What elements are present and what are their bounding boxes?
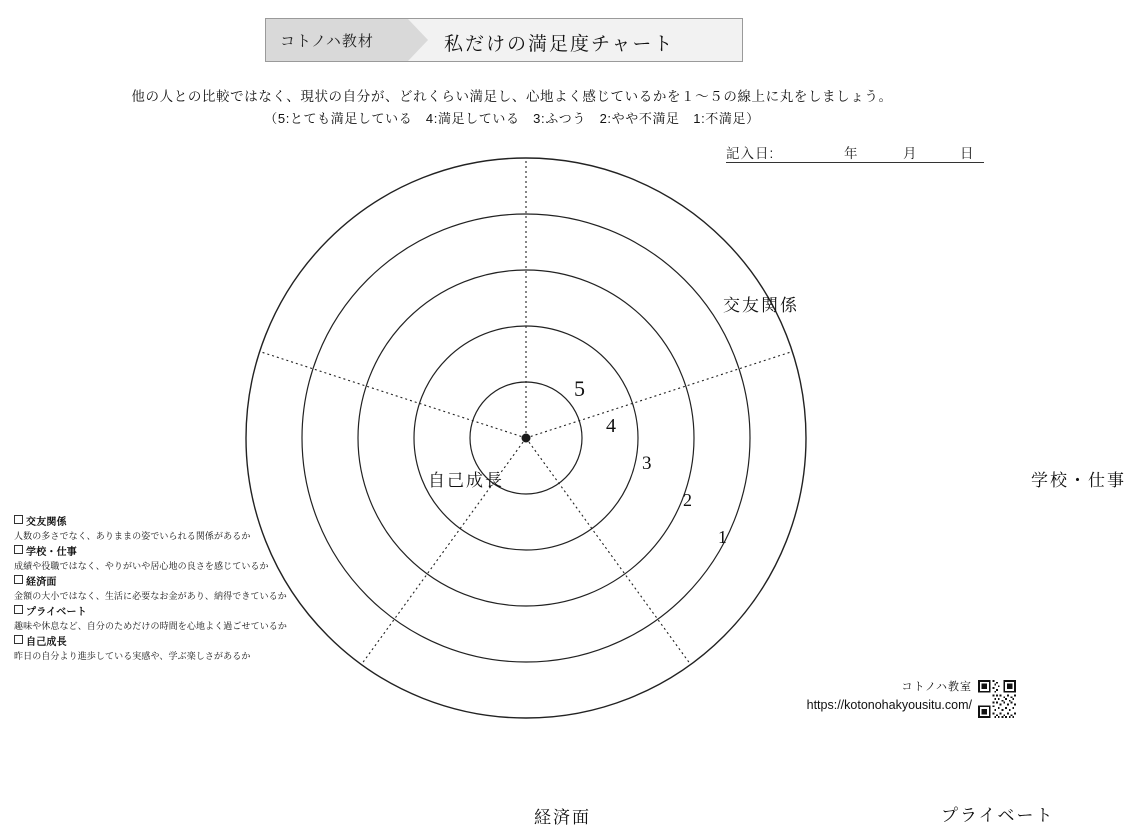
date-label: 記入日:	[726, 146, 775, 161]
qr-code-icon	[978, 680, 1016, 718]
legend-item[interactable]	[14, 575, 344, 603]
legend-description: 趣味や休息など、自分のためだけの時間を心地よく過ごせているか	[14, 620, 288, 631]
footer	[807, 678, 972, 714]
legend-item[interactable]	[14, 635, 344, 663]
legend-title-text: 交友関係	[26, 517, 67, 528]
legend-description: 金額の大小ではなく、生活に必要なお金があり、納得できているか	[14, 590, 287, 601]
legend-title	[14, 605, 344, 620]
date-day-unit: 日	[960, 146, 975, 161]
checkbox-icon[interactable]	[14, 515, 23, 524]
radar-center-point	[522, 434, 531, 443]
legend-checklist	[14, 515, 344, 665]
legend-title	[14, 545, 344, 560]
axis-label-self-growth: 自己成長	[428, 471, 504, 490]
legend-title-text: 経済面	[26, 577, 57, 588]
footer-url[interactable]: https://kotonohakyousitu.com/	[806, 698, 972, 712]
footer-org: コトノハ教室	[901, 681, 972, 693]
axis-label-economy: 経済面	[534, 808, 591, 827]
scale-label-4: 4	[606, 415, 616, 437]
title-bar	[265, 18, 743, 62]
checkbox-icon[interactable]	[14, 575, 23, 584]
legend-title	[14, 515, 344, 530]
title-tab-label: コトノハ教材	[280, 33, 374, 50]
scale-label-5: 5	[574, 376, 585, 401]
axis-label-private: プライベート	[941, 806, 1055, 825]
instruction-line-1: 他の人との比較ではなく、現状の自分が、どれくらい満足し、心地よく感じているかを１〜５の線上に丸をしましょう。	[131, 89, 893, 104]
legend-item[interactable]	[14, 515, 344, 543]
instructions	[0, 86, 1024, 130]
checkbox-icon[interactable]	[14, 605, 23, 614]
date-year-unit: 年	[844, 146, 859, 161]
scale-label-3: 3	[642, 453, 652, 474]
date-month-unit: 月	[903, 146, 918, 161]
legend-title-text: 学校・仕事	[26, 547, 77, 558]
legend-title	[14, 635, 344, 650]
legend-description: 昨日の自分より進歩している実感や、学ぶ楽しさがあるか	[14, 650, 251, 661]
legend-item[interactable]	[14, 545, 344, 573]
checkbox-icon[interactable]	[14, 545, 23, 554]
legend-item[interactable]	[14, 605, 344, 633]
axis-label-school-work: 学校・仕事	[1031, 471, 1126, 490]
legend-description: 成績や役職ではなく、やりがいや居心地の良さを感じているか	[14, 560, 269, 571]
legend-description: 人数の多さでなく、ありままの姿でいられる関係があるか	[14, 530, 251, 541]
legend-title-text: 自己成長	[26, 637, 67, 648]
legend-title	[14, 575, 344, 590]
scale-label-2: 2	[683, 490, 692, 510]
instruction-line-2: （5:とても満足している 4:満足している 3:ふつう 2:やや不満足 1:不満足）	[264, 111, 760, 126]
legend-title-text: プライベート	[26, 607, 87, 618]
axis-label-friendship: 交友関係	[723, 296, 799, 315]
page-title: 私だけの満足度チャート	[444, 34, 675, 55]
checkbox-icon[interactable]	[14, 635, 23, 644]
scale-label-1: 1	[718, 527, 727, 547]
